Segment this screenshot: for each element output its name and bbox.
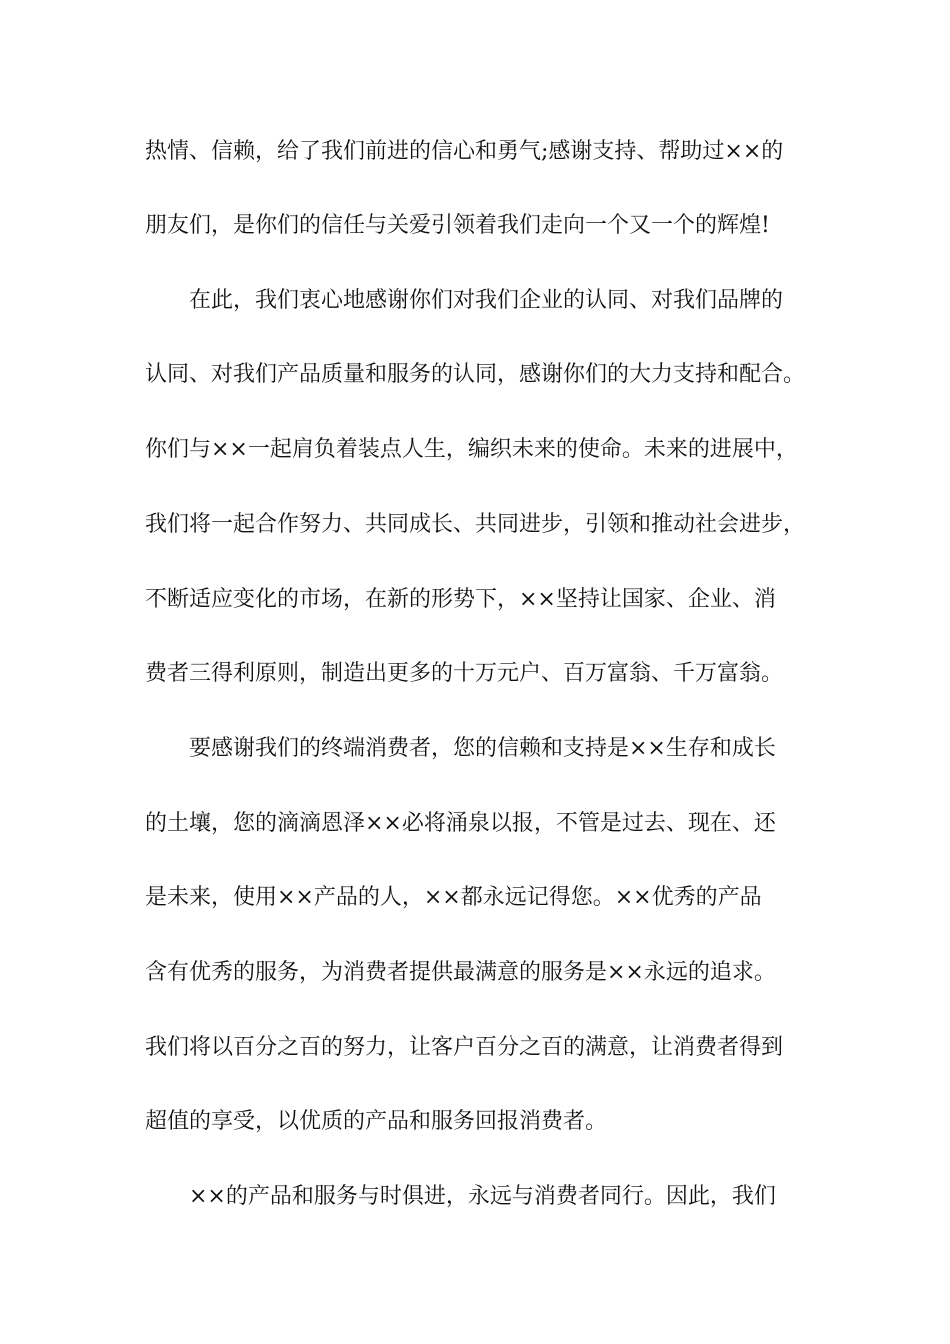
text-line: 是未来，使用××产品的人，××都永远记得您。××优秀的产品 [145,885,762,910]
text-line: 朋友们，是你们的信任与关爱引领着我们走向一个又一个的辉煌! [145,213,770,238]
text-line: 的土壤，您的滴滴恩泽××必将涌泉以报，不管是过去、现在、还 [145,811,776,836]
paragraph-start-line: 在此，我们衷心地感谢你们对我们企业的认同、对我们品牌的 [189,288,784,313]
text-line: 你们与××一起肩负着装点人生，编织未来的使命。未来的进展中， [145,437,798,462]
text-line: 我们将以百分之百的努力，让客户百分之百的满意，让消费者得到 [145,1035,784,1060]
text-line: 我们将一起合作努力、共同成长、共同进步，引领和推动社会进步， [145,512,806,537]
text-line: 不断适应变化的市场，在新的形势下，××坚持让国家、企业、消 [145,587,776,612]
text-line: 费者三得利原则，制造出更多的十万元户、百万富翁、千万富翁。 [145,661,784,686]
paragraph-start-line: 要感谢我们的终端消费者，您的信赖和支持是××生存和成长 [189,736,776,761]
paragraph-start-line: ××的产品和服务与时俱进，永远与消费者同行。因此，我们 [189,1184,776,1209]
text-line: 热情、信赖，给了我们前进的信心和勇气;感谢支持、帮助过××的 [145,139,784,164]
text-line: 认同、对我们产品质量和服务的认同，感谢你们的大力支持和配合。 [145,362,806,387]
text-line: 超值的享受，以优质的产品和服务回报消费者。 [145,1109,608,1134]
text-line: 含有优秀的服务，为消费者提供最满意的服务是××永远的追求。 [145,960,776,985]
